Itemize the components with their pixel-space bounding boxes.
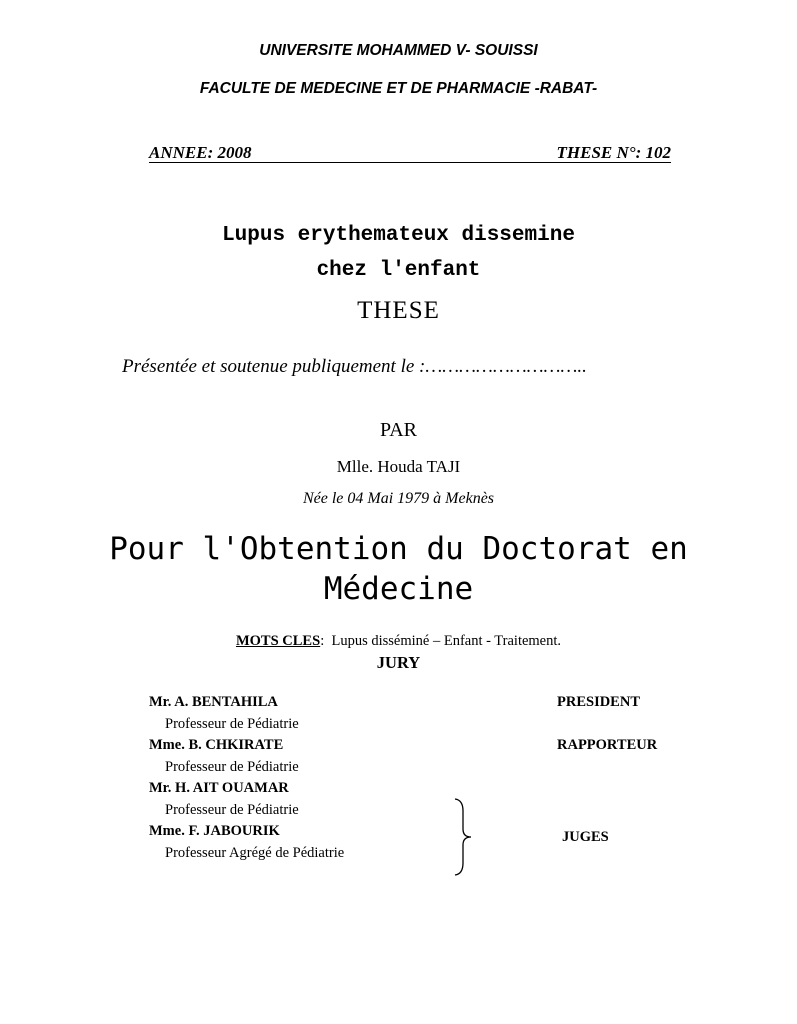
jury-member-name: Mme. F. JABOURIK (149, 823, 280, 839)
jury-member-name: Mr. H. AIT OUAMAR (149, 780, 289, 796)
thesis-title-line-1: Lupus erythemateux dissemine (222, 224, 575, 247)
degree-line-2: Médecine (323, 571, 474, 607)
keywords (0, 633, 797, 650)
thesis-number: THESE N°: 102 (556, 143, 671, 162)
faculty-name: FACULTE DE MEDECINE ET DE PHARMACIE -RABAT- (199, 80, 598, 97)
year-label: ANNEE: 2008 (149, 143, 252, 162)
jury-member-title: Professeur de Pédiatrie (165, 716, 299, 732)
author-name: Mlle. Houda TAJI (336, 457, 461, 476)
jury-role-judges: JUGES (562, 829, 609, 845)
birth-info: Née le 04 Mai 1979 à Meknès (302, 490, 495, 507)
year-thesis-line (149, 143, 671, 163)
keywords-label: MOTS CLES (235, 633, 321, 649)
thesis-title-line-2: chez l'enfant (316, 259, 481, 282)
jury-heading: JURY (376, 653, 421, 672)
keywords-value: Lupus disséminé – Enfant - Traitement. (331, 633, 562, 649)
jury-member-title: Professeur Agrégé de Pédiatrie (165, 845, 345, 861)
right-brace-icon (452, 797, 476, 877)
jury-member-title: Professeur de Pédiatrie (165, 759, 299, 775)
jury-member-name: Mme. B. CHKIRATE (149, 737, 284, 753)
jury-member-name: Mr. A. BENTAHILA (149, 694, 278, 710)
university-name: UNIVERSITE MOHAMMED V- SOUISSI (259, 42, 538, 59)
jury-role-president: PRESIDENT (557, 694, 640, 710)
jury-member-title: Professeur de Pédiatrie (165, 802, 299, 818)
keywords-separator: : (320, 633, 325, 649)
document-kind: THESE (357, 297, 440, 324)
presentation-line: Présentée et soutenue publiquement le :……………………….. (122, 356, 587, 377)
par-label: PAR (379, 419, 418, 441)
degree-line-1: Pour l'Obtention du Doctorat en (109, 531, 688, 567)
jury-role-rapporteur: RAPPORTEUR (557, 737, 658, 753)
